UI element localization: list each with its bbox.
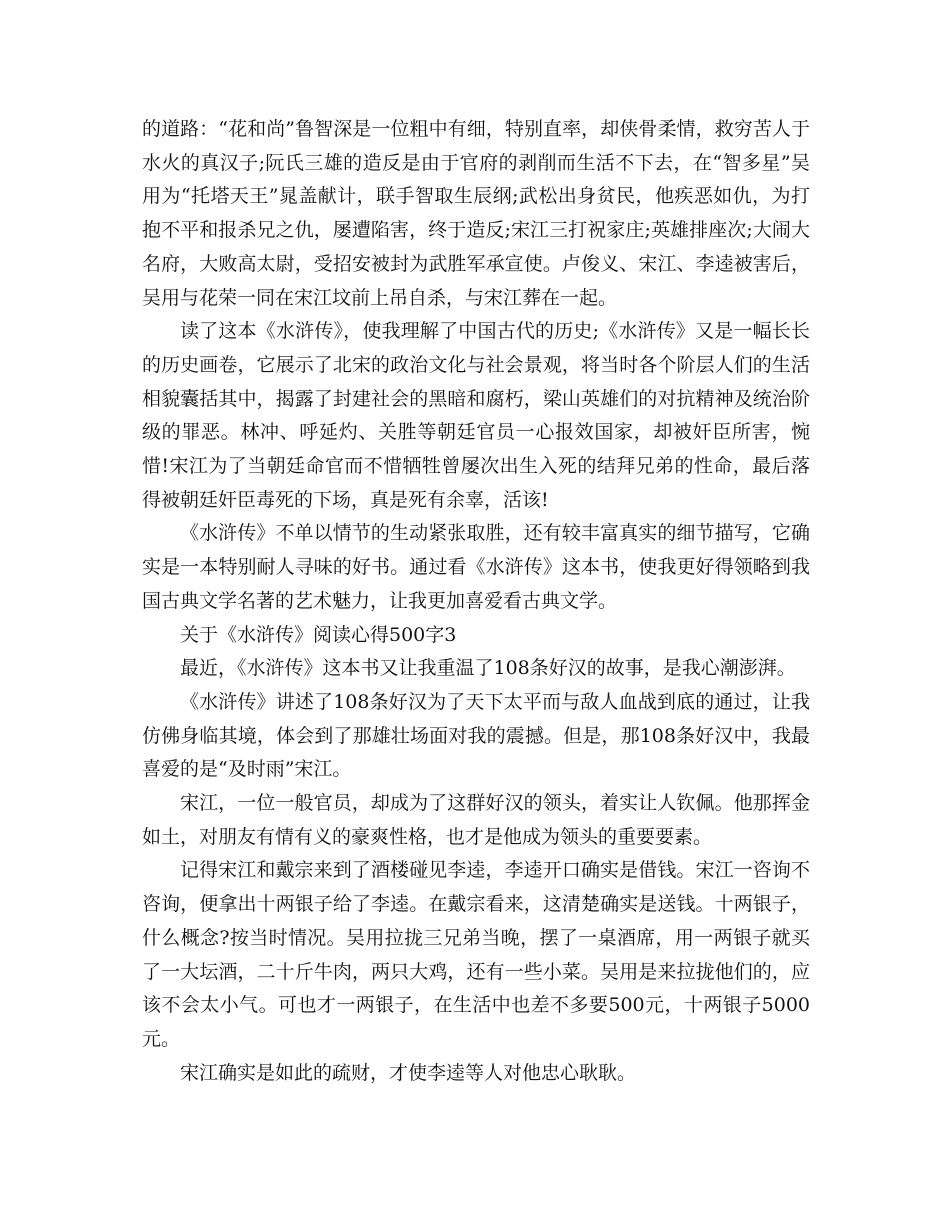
paragraph: 最近，《水浒传》这本书又让我重温了108条好汉的故事，是我心潮澎湃。 <box>180 657 796 680</box>
paragraph: 的道路：“花和尚”鲁智深是一位粗中有细，特别直率，却侠骨柔情，救穷苦人于水火的真汉子;阮氏三雄的造反是由于官府的剥削而生活不下去，在“智多星”吴用为“托塔天王”晁盖献计，联手智取生辰纲;武松出身贫民，他疾恶如仇，为打抱不平和报杀兄之仇，屡遭陷害，终于造反;宋江三打祝家庄;英雄排座次;大闹大名府，大败高太尉，受招安被封为武胜军承宣使。卢俊义、宋江、李逵被害后，吴用与花荣一同在宋江坟前上吊自杀，与宋江葬在一起。 <box>142 118 810 309</box>
paragraph: 《水浒传》讲述了108条好汉为了天下太平而与敌人血战到底的通过，让我仿佛身临其境，体会到了那雄壮场面对我的震撼。但是，那108条好汉中，我最喜爱的是“及时雨”宋江。 <box>142 690 810 781</box>
paragraph: 《水浒传》不单以情节的生动紧张取胜，还有较丰富真实的细节描写，它确实是一本特别耐人寻味的好书。通过看《水浒传》这本书，使我更好得领略到我国古典文学名著的艺术魅力，让我更加喜爱看古典文学。 <box>142 522 810 612</box>
paragraph: 宋江，一位一般官员，却成为了这群好汉的领头，着实让人钦佩。他那挥金如土，对朋友有情有义的豪爽性格，也才是他成为领头的重要要素。 <box>142 792 810 848</box>
paragraph: 读了这本《水浒传》，使我理解了中国古代的历史;《水浒传》又是一幅长长的历史画卷，它展示了北宋的政治文化与社会景观，将当时各个阶层人们的生活相貌囊括其中，揭露了封建社会的黑暗和腐朽，梁山英雄们的对抗精神及统治阶级的罪恶。林冲、呼延灼、关胜等朝廷官员一心报效国家，却被奸臣所害，惋惜!宋江为了当朝廷命官而不惜牺牲曾屡次出生入死的结拜兄弟的性命，最后落得被朝廷奸臣毒死的下场，真是死有余辜，活该! <box>142 320 810 511</box>
document-body <box>142 113 810 1090</box>
paragraph: 宋江确实是如此的疏财，才使李逵等人对他忠心耿耿。 <box>180 1061 637 1084</box>
section-heading: 关于《水浒传》阅读心得500字3 <box>180 623 457 646</box>
paragraph: 记得宋江和戴宗来到了酒楼碰见李逵，李逵开口确实是借钱。宋江一咨询不咨询，便拿出十两银子给了李逵。在戴宗看来，这清楚确实是送钱。十两银子，什么概念?按当时情况。吴用拉拢三兄弟当晚，摆了一桌酒席，用一两银子就买了一大坛酒，二十斤牛肉，两只大鸡，还有一些小菜。吴用是来拉拢他们的，应该不会太小气。可也才一两银子，在生活中也差不多要500元，十两银子5000元。 <box>142 859 810 1050</box>
